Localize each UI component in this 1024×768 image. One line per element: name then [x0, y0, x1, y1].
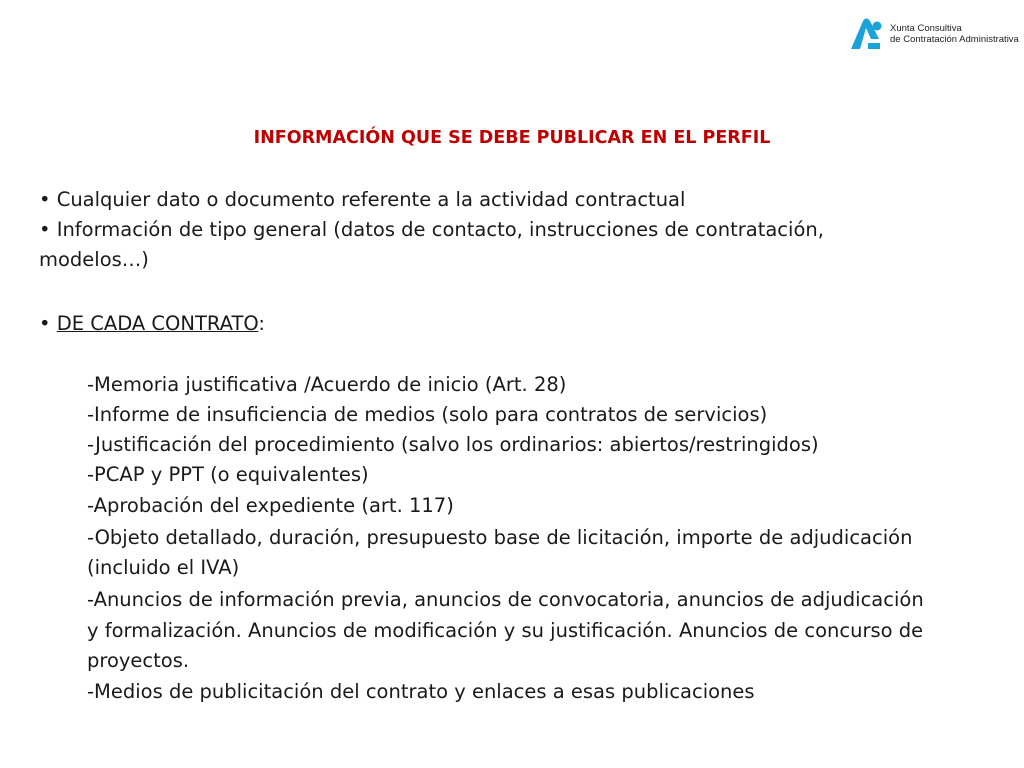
item-aprobacion: -Aprobación del expediente (art. 117)	[87, 494, 454, 517]
bullet-marker: •	[39, 312, 57, 335]
item-medios: -Medios de publicitación del contrato y enlaces a esas publicaciones	[87, 680, 755, 703]
each-contract-colon: :	[258, 312, 265, 335]
item-memoria: -Memoria justificativa /Acuerdo de inicio (Art. 28)	[87, 373, 567, 396]
item-justificacion: -Justificación del procedimiento (salvo los ordinarios: abiertos/restringidos)	[87, 433, 819, 456]
logo-text-line1: Xunta Consultiva	[890, 23, 962, 34]
item-informe: -Informe de insuficiencia de medios (solo para contratos de servicios)	[87, 403, 768, 426]
item-pcap: -PCAP y PPT (o equivalentes)	[87, 463, 369, 486]
logo-text-line2: de Contratación Administrativa	[890, 34, 1019, 45]
logo-mark-icon	[849, 18, 883, 50]
bullet-each-contract	[39, 309, 265, 339]
item-anuncios-line2: y formalización. Anuncios de modificación y su justificación. Anuncios de concurso de	[87, 619, 924, 642]
logo	[849, 18, 1019, 50]
bullet-general-info-line1: • Información de tipo general (datos de contacto, instrucciones de contratación,	[39, 218, 824, 241]
item-anuncios-line3: proyectos.	[87, 649, 190, 672]
bullet-activity: • Cualquier dato o documento referente a la actividad contractual	[39, 188, 686, 211]
slide-title: INFORMACIÓN QUE SE DEBE PUBLICAR EN EL PERFIL	[253, 128, 771, 148]
bullet-general-info-line2: modelos…)	[39, 248, 149, 271]
each-contract-heading: DE CADA CONTRATO	[56, 312, 259, 335]
item-objeto-line1: -Objeto detallado, duración, presupuesto base de licitación, importe de adjudicación	[87, 526, 913, 549]
item-objeto-line2: (incluido el IVA)	[87, 556, 240, 579]
item-anuncios-line1: -Anuncios de información previa, anuncios de convocatoria, anuncios de adjudicación	[87, 588, 924, 611]
